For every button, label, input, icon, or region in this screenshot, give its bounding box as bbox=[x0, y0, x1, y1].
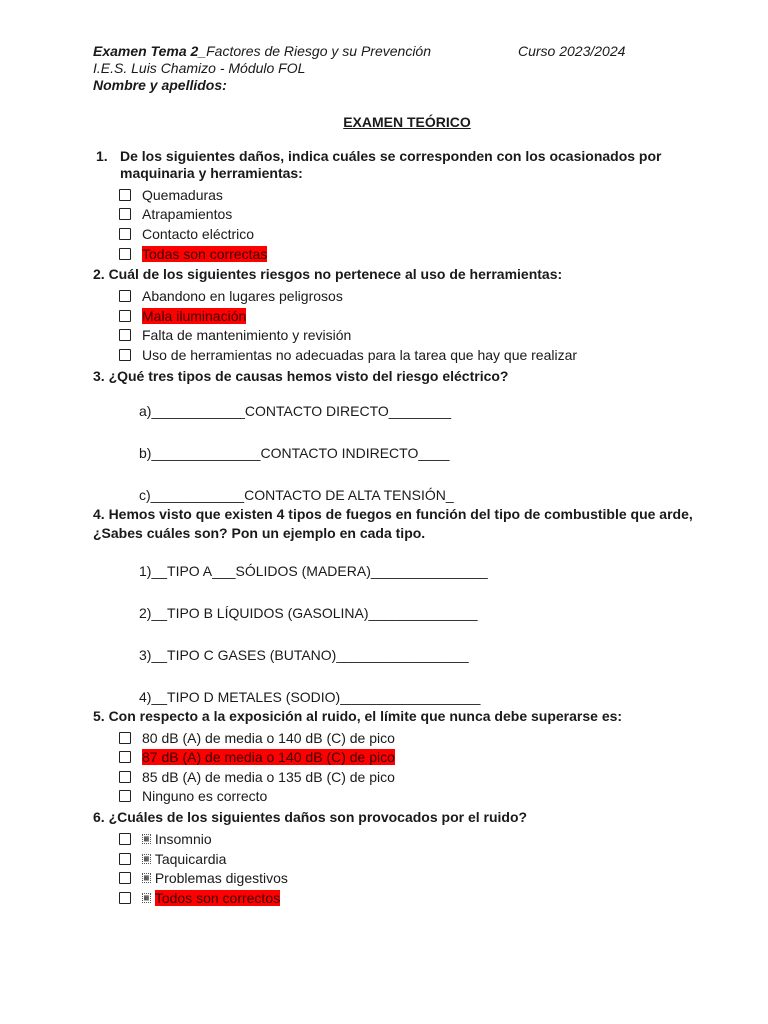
checkbox[interactable] bbox=[119, 790, 131, 802]
answer-line: 3)__TIPO C GASES (BUTANO)_________________ bbox=[139, 646, 469, 663]
question-1 bbox=[93, 148, 693, 182]
option[interactable]: ▦ Taquicardia bbox=[119, 849, 693, 869]
option[interactable]: Atrapamientos bbox=[119, 205, 693, 225]
question-number: 1. bbox=[96, 148, 108, 164]
option[interactable]: Falta de mantenimiento y revisión bbox=[119, 326, 693, 346]
option[interactable]: Uso de herramientas no adecuadas para la tarea que hay que realizar bbox=[119, 345, 693, 365]
option[interactable]: ▦ Problemas digestivos bbox=[119, 868, 693, 888]
answer-line: a)____________CONTACTO DIRECTO________ bbox=[139, 402, 452, 419]
checkbox[interactable] bbox=[119, 208, 131, 220]
option[interactable]: Abandono en lugares peligrosos bbox=[119, 286, 693, 306]
answer-line: 1)__TIPO A___SÓLIDOS (MADERA)_______________ bbox=[139, 562, 488, 579]
question-3: 3. ¿Qué tres tipos de causas hemos visto del riesgo eléctrico? bbox=[93, 367, 509, 384]
checkbox[interactable] bbox=[119, 892, 131, 904]
option[interactable]: ▦ Insomnio bbox=[119, 829, 693, 849]
question-4: 4. Hemos visto que existen 4 tipos de fuegos en función del tipo de combustible que arde, ¿Sabes cuáles son? Pon un ejemplo en cada tipo. bbox=[93, 505, 693, 541]
answer-line: c)____________CONTACTO DE ALTA TENSIÓN_ bbox=[139, 486, 454, 503]
missing-glyph-icon: ▦ bbox=[144, 833, 149, 843]
question-6-options bbox=[119, 829, 693, 907]
course-year: Curso 2023/2024 bbox=[518, 43, 626, 59]
header-line-1 bbox=[93, 43, 693, 60]
student-name-label: Nombre y apellidos: bbox=[93, 77, 227, 93]
answer-line: 2)__TIPO B LÍQUIDOS (GASOLINA)______________ bbox=[139, 604, 478, 621]
option-highlighted[interactable]: Mala iluminación bbox=[119, 306, 693, 326]
checkbox[interactable] bbox=[119, 771, 131, 783]
option[interactable]: 85 dB (A) de media o 135 dB (C) de pico bbox=[119, 767, 693, 787]
question-5: 5. Con respecto a la exposición al ruido, el límite que nunca debe superarse es: bbox=[93, 707, 623, 724]
exam-title: EXAMEN TEÓRICO bbox=[343, 114, 471, 130]
checkbox[interactable] bbox=[119, 290, 131, 302]
checkbox[interactable] bbox=[119, 248, 131, 260]
missing-glyph-icon: ▦ bbox=[144, 873, 149, 883]
question-5-options bbox=[119, 728, 693, 806]
exam-topic-bold: Examen Tema 2 bbox=[93, 43, 199, 59]
answer-line: b)______________CONTACTO INDIRECTO____ bbox=[139, 444, 450, 461]
question-2-options bbox=[119, 286, 693, 364]
checkbox[interactable] bbox=[119, 329, 131, 341]
checkbox[interactable] bbox=[119, 833, 131, 845]
question-2: 2. Cuál de los siguientes riesgos no pertenece al uso de herramientas: bbox=[93, 266, 563, 283]
option-highlighted[interactable]: ▦ Todos son correctos bbox=[119, 888, 693, 908]
option[interactable]: 80 dB (A) de media o 140 dB (C) de pico bbox=[119, 728, 693, 748]
checkbox[interactable] bbox=[119, 189, 131, 201]
option-highlighted[interactable]: Todas son correctas bbox=[119, 244, 693, 264]
question-6: 6. ¿Cuáles de los siguientes daños son provocados por el ruido? bbox=[93, 809, 528, 826]
checkbox[interactable] bbox=[119, 228, 131, 240]
checkbox[interactable] bbox=[119, 853, 131, 865]
answer-line: 4)__TIPO D METALES (SODIO)__________________ bbox=[139, 688, 481, 705]
school-module: I.E.S. Luis Chamizo - Módulo FOL bbox=[93, 60, 306, 76]
checkbox[interactable] bbox=[119, 872, 131, 884]
missing-glyph-icon: ▦ bbox=[144, 892, 149, 902]
missing-glyph-icon: ▦ bbox=[144, 853, 149, 863]
checkbox[interactable] bbox=[119, 310, 131, 322]
option[interactable]: Ninguno es correcto bbox=[119, 787, 693, 807]
option-highlighted[interactable]: 87 dB (A) de media o 140 dB (C) de pico bbox=[119, 747, 693, 767]
option[interactable]: Quemaduras bbox=[119, 185, 693, 205]
question-1-options bbox=[119, 185, 693, 263]
option[interactable]: Contacto eléctrico bbox=[119, 224, 693, 244]
exam-page bbox=[93, 43, 693, 911]
checkbox[interactable] bbox=[119, 349, 131, 361]
exam-topic-rest: _Factores de Riesgo y su Prevención bbox=[198, 43, 432, 59]
checkbox[interactable] bbox=[119, 732, 131, 744]
checkbox[interactable] bbox=[119, 751, 131, 763]
question-text: De los siguientes daños, indica cuáles se corresponden con los ocasionados por maquinaria y herramientas: bbox=[120, 148, 662, 181]
